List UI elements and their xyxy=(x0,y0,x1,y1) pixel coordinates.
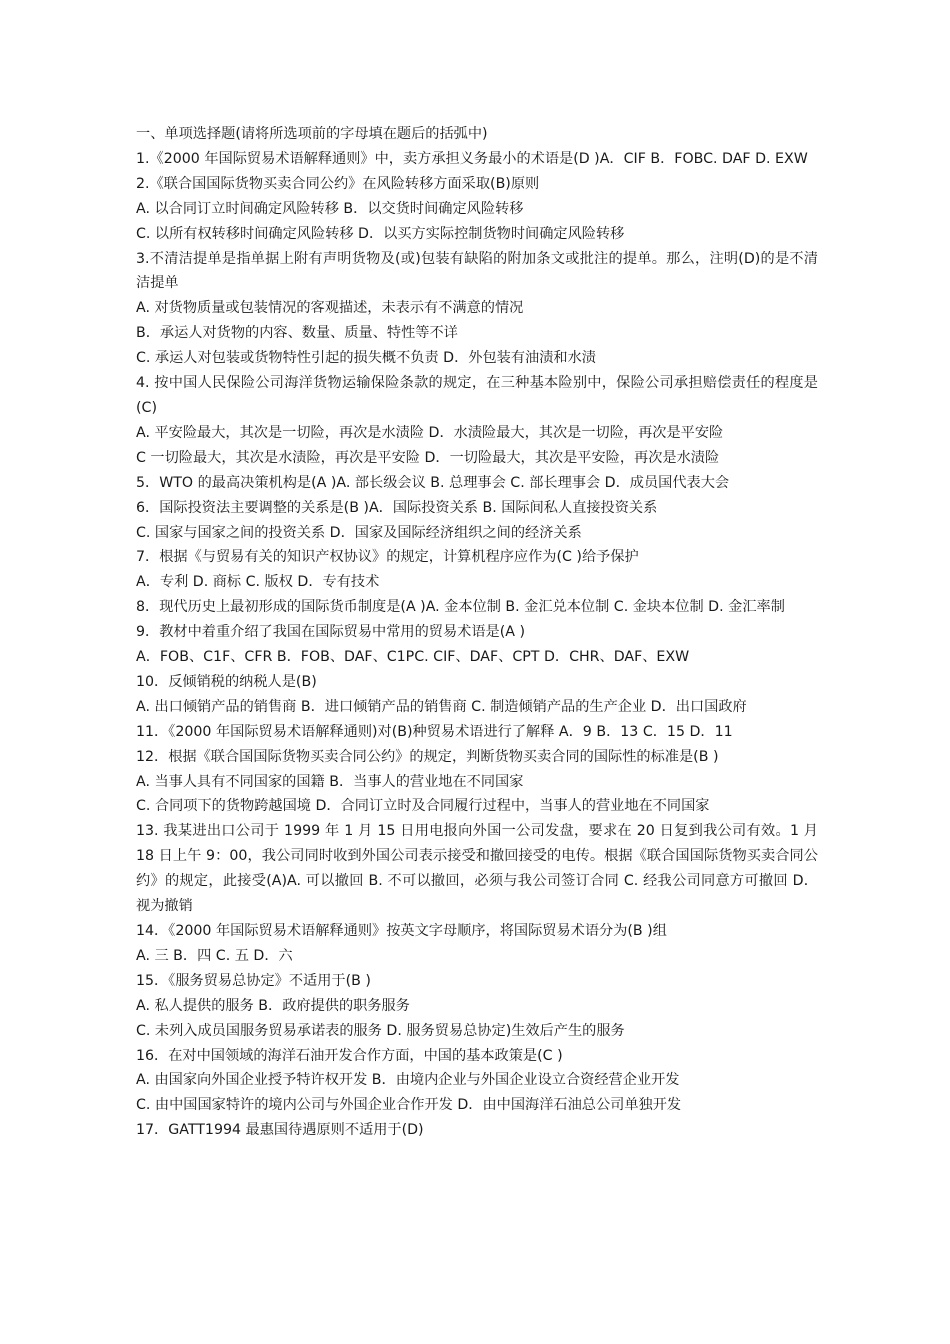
question-12-options-ab: A. 当事人具有不同国家的国籍 B．当事人的营业地在不同国家 xyxy=(136,773,524,790)
question-11: 11．《2000 年国际贸易术语解释通则)对(B)种贸易术语进行了解释 A．9 B．13 C．15 D．11 xyxy=(136,723,733,740)
question-16-options-cd: C. 由中国国家特许的境内公司与外国企业合作开发 D．由中国海洋石油总公司单独开发 xyxy=(136,1097,682,1114)
question-16: 16．在对中国领域的海洋石油开发合作方面，中国的基本政策是(C ) xyxy=(136,1047,563,1064)
document-body xyxy=(136,122,818,1143)
question-14: 14．《2000 年国际贸易术语解释通则》按英文字母顺序，将国际贸易术语分为(B )组 xyxy=(136,923,667,939)
question-7-options: A．专利 D. 商标 C. 版权 D．专有技术 xyxy=(136,574,380,591)
question-12: 12．根据《联合国国际货物买卖合同公约》的规定，判断货物买卖合同的国际性的标准是(B ) xyxy=(136,748,719,765)
question-7: 7．根据《与贸易有关的知识产权协议》的规定，计算机程序应作为(C )给予保护 xyxy=(136,549,639,566)
question-16-options-ab: A. 由国家向外国企业授予特许权开发 B．由境内企业与外国企业设立合资经营企业开发 xyxy=(136,1072,680,1089)
question-15: 15．《服务贸易总协定》不适用于(B ) xyxy=(136,972,371,989)
question-13: 13. 我某进出口公司于 1999 年 1 月 15 日用电报向外国一公司发盘，要求在 20 日复到我公司有效。1 月 18 日上午 9：00，我公司同时收到外国公司表示接受和撤回接受的电传。根据《联合国国际货物买卖合同公约》的规定，此接受(A)A. 可以撤回 B. 不可以撤回，必须与我公司签订合同 C. 经我公司同意方可撤回 D．视为撤销 xyxy=(136,823,818,915)
section-heading: 一、单项选择题(请将所选项前的字母填在题后的括弧中) xyxy=(136,126,488,142)
question-10: 10．反倾销税的纳税人是(B) xyxy=(136,673,317,690)
question-3-option-a: A. 对货物质量或包装情况的客观描述，未表示有不满意的情况 xyxy=(136,300,524,317)
question-10-options: A. 出口倾销产品的销售商 B．进口倾销产品的销售商 C. 制造倾销产品的生产企业 D．出口国政府 xyxy=(136,698,747,715)
question-4-options-cd: C 一切险最大，其次是水渍险，再次是平安险 D．一切险最大，其次是平安险，再次是水渍险 xyxy=(136,449,720,466)
question-2-options-ab: A. 以合同订立时间确定风险转移 B．以交货时间确定风险转移 xyxy=(136,200,524,217)
question-6: 6．国际投资法主要调整的关系是(B )A．国际投资关系 B. 国际间私人直接投资关系 xyxy=(136,499,658,516)
question-3-option-b: B．承运人对货物的内容、数量、质量、特性等不详 xyxy=(136,325,458,342)
question-2: 2.《联合国国际货物买卖合同公约》在风险转移方面采取(B)原则 xyxy=(136,175,540,192)
question-4: 4. 按中国人民保险公司海洋货物运输保险条款的规定，在三种基本险别中，保险公司承担赔偿责任的程度是(C) xyxy=(136,375,818,416)
question-15-options-ab: A. 私人提供的服务 B．政府提供的职务服务 xyxy=(136,997,410,1014)
question-5: 5．WTO 的最高决策机构是(A )A. 部长级会议 B. 总理事会 C. 部长理事会 D．成员国代表大会 xyxy=(136,474,730,491)
question-9-options: A．FOB、C1F、CFR B．FOB、DAF、C1PC. CIF、DAF、CPT D．CHR、DAF、EXW xyxy=(136,649,690,666)
question-8: 8．现代历史上最初形成的国际货币制度是(A )A. 金本位制 B. 金汇兑本位制 C. 金块本位制 D. 金汇率制 xyxy=(136,599,785,616)
question-15-options-cd: C. 未列入成员国服务贸易承诺表的服务 D. 服务贸易总协定)生效后产生的服务 xyxy=(136,1022,625,1039)
question-12-options-cd: C. 合同项下的货物跨越国境 D．合同订立时及合同履行过程中，当事人的营业地在不同国家 xyxy=(136,798,710,815)
question-1: 1.《2000 年国际贸易术语解释通则》中，卖方承担义务最小的术语是(D )A．CIF B．FOBC. DAF D. EXW xyxy=(136,150,808,167)
question-6-options-cd: C. 国家与国家之间的投资关系 D．国家及国际经济组织之间的经济关系 xyxy=(136,524,582,541)
question-17: 17．GATT1994 最惠国待遇原则不适用于(D) xyxy=(136,1122,424,1139)
question-2-options-cd: C. 以所有权转移时间确定风险转移 D．以买方实际控制货物时间确定风险转移 xyxy=(136,225,625,242)
question-3-options-cd: C. 承运人对包装或货物特性引起的损失概不负责 D．外包装有油渍和水渍 xyxy=(136,350,596,367)
question-3: 3.不清洁提单是指单据上附有声明货物及(或)包装有缺陷的附加条文或批注的提单。那么，注明(D)的是不清洁提单 xyxy=(136,250,818,292)
question-9: 9．教材中着重介绍了我国在国际贸易中常用的贸易术语是(A ) xyxy=(136,624,526,641)
question-14-options: A. 三 B．四 C. 五 D．六 xyxy=(136,947,293,964)
question-4-options-ad: A. 平安险最大，其次是一切险，再次是水渍险 D．水渍险最大，其次是一切险，再次是平安险 xyxy=(136,424,724,441)
